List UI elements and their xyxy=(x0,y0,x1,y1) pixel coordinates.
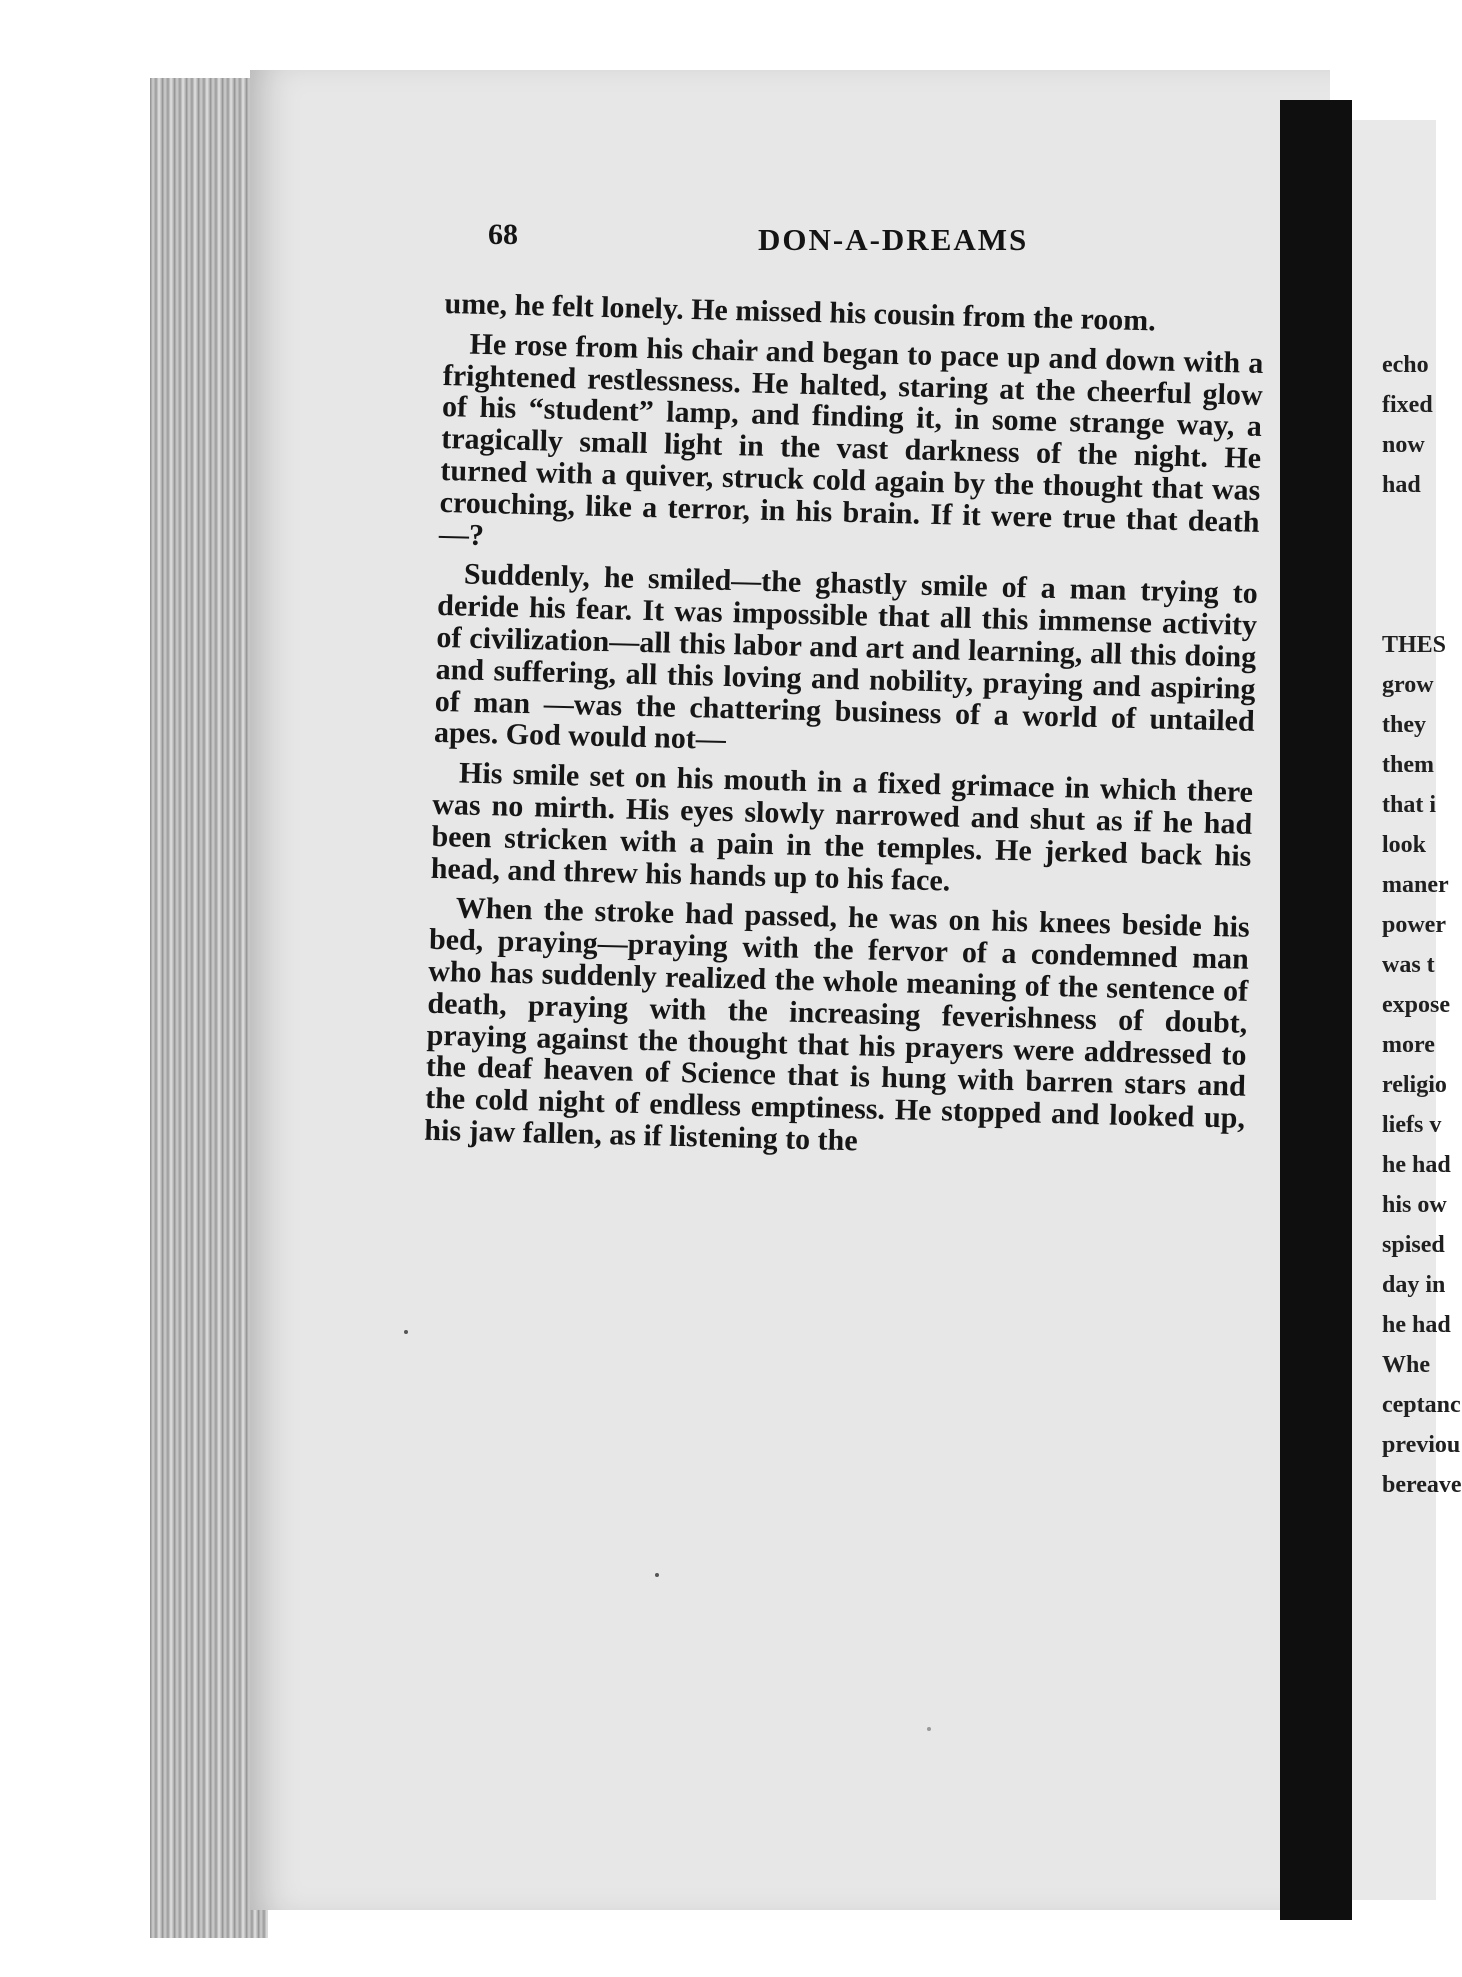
right-page-text xyxy=(1382,345,1462,1505)
right-page-line: liefs v xyxy=(1382,1112,1442,1138)
right-page-line: religio xyxy=(1382,1072,1447,1098)
right-page-line: now xyxy=(1382,432,1425,458)
page-number: 68 xyxy=(488,218,518,251)
right-page-line: fixed xyxy=(1382,392,1433,418)
page-header xyxy=(488,218,1098,268)
right-page-line: day in xyxy=(1382,1272,1446,1298)
right-page-line: bereave xyxy=(1382,1472,1462,1498)
right-page-line: look xyxy=(1382,832,1427,858)
scan-speck xyxy=(655,1573,659,1577)
right-page-gap xyxy=(1382,505,1436,625)
right-page-line: his ow xyxy=(1382,1192,1447,1218)
paragraph: His smile set on his mouth in a fixed grimace in which there was no mirth. His eyes slowly narrowed and shut as if he had been stricken with a pain in the temples. He jerked back his head, and threw his hands up to his face. xyxy=(430,756,1254,898)
right-page-line: Whe xyxy=(1382,1352,1430,1378)
right-page-line: that i xyxy=(1382,792,1436,818)
book-gutter xyxy=(1280,100,1352,1920)
right-page-line: THES xyxy=(1382,632,1447,658)
right-page-line: grow xyxy=(1382,672,1434,698)
right-page-line: maner xyxy=(1382,872,1449,898)
right-page-line: they xyxy=(1382,712,1426,738)
right-page-line: ceptanc xyxy=(1382,1392,1461,1418)
right-page-line: spised xyxy=(1382,1232,1445,1258)
paragraph: ume, he felt lonely. He missed his cousin from the room. xyxy=(444,287,1157,338)
paragraph: He rose from his chair and began to pace up and down with a frightened restlessness. He halted, staring at the cheerful glow of his “student” lamp, and finding it, in some strange way, a tragically small light in the vast darkness of the night. He turned with a quiver, struck cold again by the thought that was crouching, like a terror, in his brain. If it were true that death—? xyxy=(438,327,1264,552)
body-text xyxy=(424,288,1265,1174)
right-page-line: previou xyxy=(1382,1432,1461,1458)
paragraph: When the stroke had passed, he was on his knees beside his bed, praying—praying with the fervor of a condemned man who has suddenly realized the whole meaning of the sentence of death, praying with the increasing feverishness of doubt, praying against the thought that his prayers were addressed to the deaf heaven of Science that is hung with barren stars and the cold night of endless emptiness. He stopped and looked up, his jaw fallen, as if listening to the xyxy=(424,891,1251,1158)
right-page-line: expose xyxy=(1382,992,1450,1018)
running-head: DON-A-DREAMS xyxy=(758,222,1029,257)
right-page-line: had xyxy=(1382,472,1421,498)
right-page-line: was t xyxy=(1382,952,1435,978)
right-page-line: he had xyxy=(1382,1152,1451,1178)
right-page-line: more xyxy=(1382,1032,1435,1058)
scan-speck xyxy=(927,1727,931,1731)
right-page-line: power xyxy=(1382,912,1446,938)
right-page-line: echo xyxy=(1382,352,1429,378)
scan-speck xyxy=(404,1330,408,1334)
right-page-line: them xyxy=(1382,752,1434,778)
paragraph: Suddenly, he smiled—the ghastly smile of a man trying to deride his fear. It was impossible that all this immense activity of civilization—all this labor and art and learning, all this doing and suffering, all this loving and nobility, praying and aspiring of man —was the chattering business of a world of untailed apes. God would not— xyxy=(433,557,1259,757)
right-page-line: he had xyxy=(1382,1312,1451,1338)
